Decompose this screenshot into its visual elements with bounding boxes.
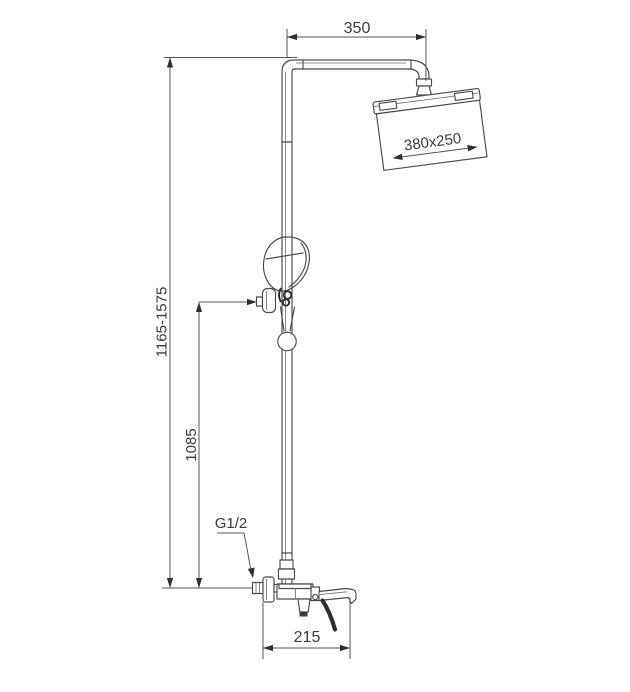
spout-width-label: 215 — [293, 629, 321, 646]
head-panel-left — [379, 101, 397, 110]
mixer-body-top-plate — [279, 584, 311, 589]
arrow-left — [287, 34, 297, 40]
arrow-up — [167, 58, 173, 68]
pointer-arrow — [247, 299, 257, 305]
dimension-arm-width — [287, 20, 426, 81]
thread-label: G1/2 — [214, 515, 248, 532]
aerator — [298, 599, 310, 612]
arrow-down — [196, 578, 202, 588]
lever-handle — [323, 601, 336, 630]
connector-stem — [417, 86, 432, 95]
spout-pivot-block — [311, 587, 320, 601]
leader-line — [244, 533, 252, 573]
connector-collar — [417, 79, 432, 86]
riser-collar-lower — [279, 569, 295, 579]
riser-collar-upper — [280, 560, 293, 569]
wall-nut — [253, 583, 264, 594]
dimension-overall-height — [154, 58, 298, 589]
arrow-down — [167, 578, 173, 588]
slider-ring — [278, 332, 296, 350]
overall-height-label: 1165-1575 — [153, 286, 171, 358]
arrow-left — [263, 645, 273, 651]
aerator-band — [300, 612, 308, 617]
holder-clamp-arc — [279, 288, 281, 302]
arrow-right — [416, 34, 426, 40]
leader-arrow — [248, 568, 255, 578]
head-size-label: 380x250 — [402, 130, 463, 155]
holder-knob-shaft — [257, 297, 263, 306]
holder-knob — [263, 289, 276, 313]
shower-head-connector — [417, 79, 432, 95]
arrow-right — [340, 645, 350, 651]
riser-height-label: 1085 — [183, 428, 200, 462]
callout-thread — [215, 515, 255, 578]
shower-head — [373, 88, 488, 170]
escutcheon — [263, 577, 274, 602]
arm-width-label: 350 — [343, 20, 371, 37]
arrow-up — [196, 302, 202, 312]
mixer — [253, 560, 357, 630]
